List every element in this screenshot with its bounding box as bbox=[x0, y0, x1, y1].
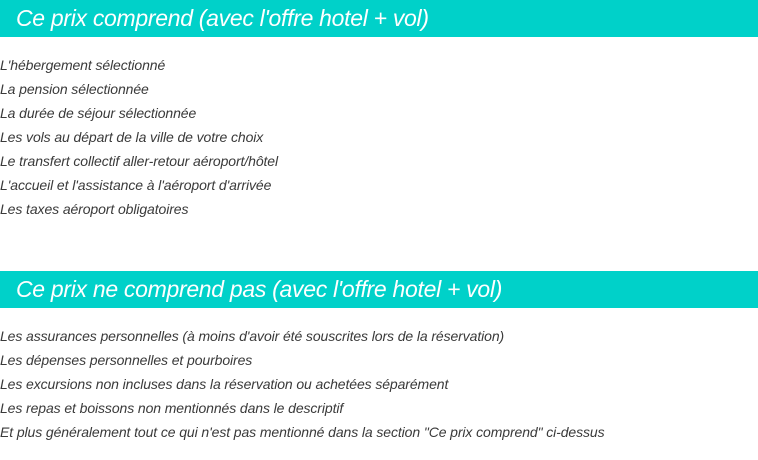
included-item: Le transfert collectif aller-retour aéroport/hôtel bbox=[0, 153, 278, 169]
included-item: L'accueil et l'assistance à l'aéroport d'arrivée bbox=[0, 177, 272, 193]
excluded-item: Les dépenses personnelles et pourboires bbox=[0, 352, 253, 368]
included-item: L'hébergement sélectionné bbox=[0, 57, 166, 73]
excluded-item: Les repas et boissons non mentionnés dans le descriptif bbox=[0, 400, 344, 416]
included-item: Les taxes aéroport obligatoires bbox=[0, 201, 189, 217]
included-items-list bbox=[0, 53, 278, 221]
excluded-item: Et plus généralement tout ce qui n'est pas mentionné dans la section "Ce prix comprend" ci-dessus bbox=[0, 424, 605, 440]
excluded-items-list bbox=[0, 324, 604, 444]
excluded-section-title: Ce prix ne comprend pas (avec l'offre hotel + vol) bbox=[0, 271, 758, 308]
included-section-title: Ce prix comprend (avec l'offre hotel + vol) bbox=[0, 0, 758, 37]
excluded-item: Les assurances personnelles (à moins d'avoir été souscrites lors de la réservation) bbox=[0, 328, 505, 344]
excluded-item: Les excursions non incluses dans la réservation ou achetées séparément bbox=[0, 376, 449, 392]
included-item: Les vols au départ de la ville de votre choix bbox=[0, 129, 264, 145]
included-item: La durée de séjour sélectionnée bbox=[0, 105, 197, 121]
included-item: La pension sélectionnée bbox=[0, 81, 149, 97]
